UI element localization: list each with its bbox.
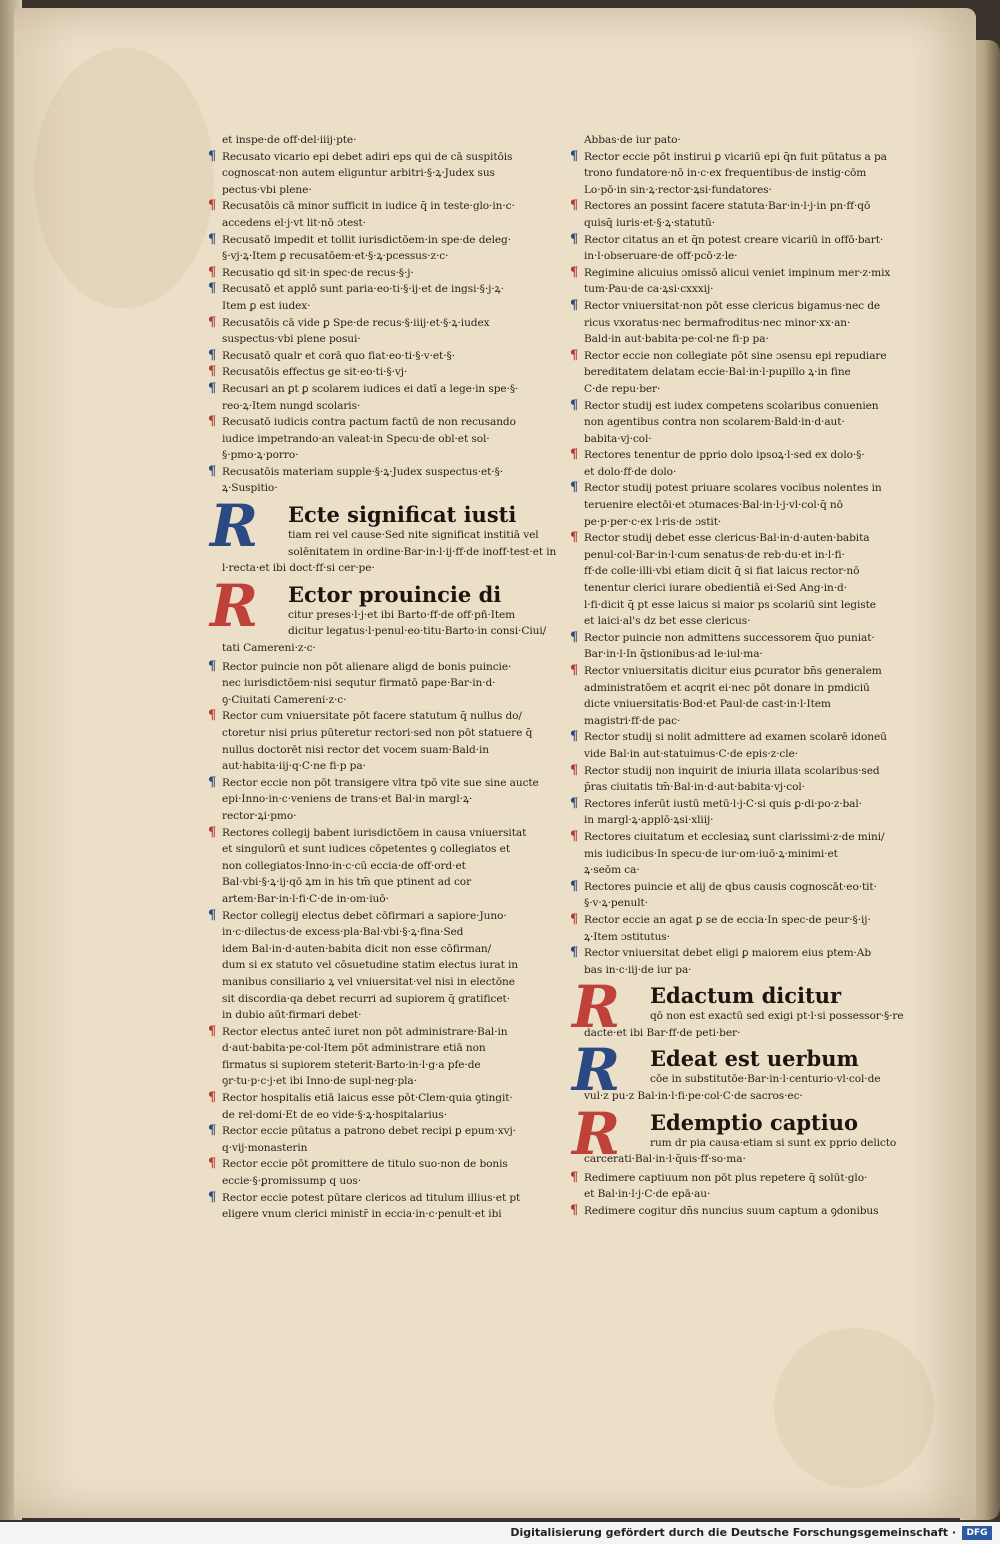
paragraph-mark-icon: ¶ <box>570 480 579 496</box>
entry-text: §·v·ꝝ·penult· <box>584 897 648 910</box>
decorated-initial: R <box>572 973 621 1042</box>
entry-text: Rector eccie potest pūtare clericos ad titulum illius·et pt <box>222 1191 521 1204</box>
entry-line <box>584 464 914 481</box>
entry-line <box>222 974 540 991</box>
paragraph-mark-icon: ¶ <box>208 281 217 297</box>
paragraph-mark-icon: ¶ <box>208 463 217 479</box>
entry-text: C·de repu·ber· <box>584 382 661 395</box>
entry-first-line <box>208 1123 540 1140</box>
entry-text: Rector collegij electus debet cōfirmari a sapiore·Juno· <box>222 909 507 922</box>
entry-text: Recusatōis cā vide ꝑ Spe·de recus·§·iiij·et·§·ꝝ·iudex <box>222 316 490 329</box>
entry-text: tum·Pau·de ca·ꝝsi·cxxxij· <box>584 283 714 296</box>
entry-line <box>222 874 540 891</box>
entry-text: reo·ꝝ·Item nungd scolaris· <box>222 399 361 412</box>
entry-text: Rector studij potest priuare scolares vocibus nolentes in <box>584 482 882 495</box>
entry-first-line <box>208 148 540 166</box>
entry-text: d·aut·babita·pe·col·Item pōt administrare etiā non <box>222 1042 486 1055</box>
entry-first-line <box>570 231 914 249</box>
entry-text: q·vij·monasterin <box>222 1141 308 1154</box>
heading-line: dacte·et ibi Bar·ff·de peti·ber· <box>584 1026 741 1039</box>
entry-text: ricus vxoratus·nec bermafroditus·nec minor·xx·an· <box>584 316 851 329</box>
entry-first-line <box>208 231 540 249</box>
entry-line <box>222 941 540 958</box>
entry-line <box>222 298 540 315</box>
entry-line <box>222 692 540 709</box>
entry-first-line <box>570 1169 914 1187</box>
entry-line <box>584 547 914 564</box>
entry-line <box>222 891 540 908</box>
entry-line <box>222 165 540 182</box>
entry-line <box>222 957 540 974</box>
right-text-column <box>570 132 914 1220</box>
paragraph-mark-icon: ¶ <box>570 231 579 247</box>
heading-title: Ecte significat iusti <box>288 502 517 528</box>
entry-first-line <box>208 824 540 842</box>
entry-line <box>584 381 914 398</box>
entry-text: eccie·§·ꝑromissump q uos· <box>222 1175 361 1188</box>
entry-line <box>222 431 540 448</box>
entry-text: Rector studij si nolit admittere ad examen scolarē idoneū <box>584 731 887 744</box>
entry-line <box>584 563 914 580</box>
heading-line: dicitur legatus·l·penul·eo·titu·Barto·in consi·Ciui/ <box>288 625 547 638</box>
entry-text: Abbas·de iur pato· <box>584 134 681 146</box>
entry-text: ꝝ·seōm ca· <box>584 864 640 877</box>
entry-line <box>222 991 540 1008</box>
entry-text: Rector cum vniuersitate pōt facere statutum q̄ nullus do/ <box>222 710 522 723</box>
entry-text: ꝯ·Ciuitati Camereni·z·c· <box>222 693 347 706</box>
entry-line <box>584 497 914 514</box>
entry-text: non collegiatos·Inno·in·c·cū eccia·de off·ord·et <box>222 859 466 872</box>
entry-line <box>584 696 914 713</box>
paragraph-mark-icon: ¶ <box>570 828 579 844</box>
entry-first-line <box>208 281 540 298</box>
entry-first-line <box>570 762 914 780</box>
entry-line <box>584 1186 914 1203</box>
entry-line <box>584 746 914 763</box>
entry-text: firmatus si supiorem steterit·Barto·in·l·g·a pfe·de <box>222 1058 481 1071</box>
entry-text: ꝯr·tu·p·c·j·et ibi Inno·de supl·neg·pla· <box>222 1075 417 1088</box>
entry-text: et laici·al's dz bet esse clericus· <box>584 615 751 628</box>
paragraph-mark-icon: ¶ <box>208 1023 217 1039</box>
entry-text: §·vj·ꝝ·Item ꝑ recusatōem·et·§·ꝝ·pcessus·z·c· <box>222 250 449 263</box>
paragraph-mark-icon: ¶ <box>208 148 217 164</box>
entry-line <box>584 779 914 796</box>
footer-credit: Digitalisierung gefördert durch die Deutsche Forschungsgemeinschaft · <box>510 1526 956 1539</box>
entry-text: Bald·in aut·babita·pe·col·ne fi·p pa· <box>584 333 769 346</box>
lemma-heading <box>210 492 557 577</box>
heading-line: tiam rei vel cause·Sed nite significat institiā vel <box>288 529 539 542</box>
entry-line <box>222 248 540 265</box>
entry-first-line <box>208 414 540 431</box>
entry-first-line <box>208 314 540 332</box>
entry-text: Recusatōis materiam supple·§·ꝝ·Judex suspectus·et·§· <box>222 465 504 478</box>
entry-line <box>222 675 540 692</box>
entry-first-line <box>570 945 914 962</box>
entry-text: Rector puincie non pōt alienare aligd de bonis puincie· <box>222 660 512 673</box>
entry-line <box>584 962 914 979</box>
entry-first-line <box>570 629 914 647</box>
entry-line <box>222 215 540 232</box>
entry-line <box>584 929 914 946</box>
entry-line <box>584 646 914 663</box>
entry-first-line <box>570 447 914 464</box>
paragraph-mark-icon: ¶ <box>208 414 217 430</box>
paragraph-mark-icon: ¶ <box>570 945 579 961</box>
entry-line <box>584 315 914 332</box>
entry-text: mis iudicibus·In specu·de iur·om·iuō·ꝝ·minimi·et <box>584 847 838 860</box>
entry-text: Rectores an possint facere statuta·Bar·in·l·j·in pn·ff·qō <box>584 200 871 213</box>
entry-first-line <box>208 264 540 282</box>
entry-text: babita·vj·col· <box>584 432 652 445</box>
entry-first-line <box>208 658 540 676</box>
entry-line <box>222 1107 540 1124</box>
heading-title: Edactum dicitur <box>650 983 842 1009</box>
entry-first-line <box>208 198 540 215</box>
entry-text: et inspe·de off·del·iiij·pte· <box>222 134 357 146</box>
entry-line <box>222 841 540 858</box>
paragraph-mark-icon: ¶ <box>570 795 579 811</box>
entry-first-line <box>570 347 914 365</box>
entry-first-line <box>208 463 540 481</box>
entry-line <box>584 414 914 431</box>
lemma-heading <box>572 1099 914 1168</box>
entry-text: dum si ex statuto vel cōsuetudine statim electus iurat in <box>222 959 519 972</box>
entry-first-line <box>570 397 914 415</box>
entry-text: in·l·obseruare·de off·pcō·z·le· <box>584 250 738 263</box>
entry-text: in margl·ꝝ·applō·ꝝsi·xliij· <box>584 814 714 827</box>
entry-text: nec iurisdictōem·nisi sequtur firmatō pape·Bar·in·d· <box>222 677 496 690</box>
heading-line: rum dr pia causa·etiam si sunt ex pprio delicto <box>650 1136 897 1149</box>
entry-line <box>222 1140 540 1157</box>
entry-line <box>222 858 540 875</box>
entry-text: artem·Bar·in·l·fi·C·de in·om·iuō· <box>222 892 389 905</box>
entry-text: trono fundatore·nō in·c·ex frequentibus·de instig·cōm <box>584 167 867 180</box>
paragraph-mark-icon: ¶ <box>208 347 217 363</box>
entry-text: Rector eccie pōt instirui ꝑ vicariū epi q̄n fuit pūtatus a pa <box>584 150 887 163</box>
paragraph-mark-icon: ¶ <box>208 708 217 724</box>
paragraph-mark-icon: ¶ <box>570 447 579 463</box>
entry-text: cognoscat·non autem eliguntur arbitri·§·ꝝ·Judex sus <box>222 167 495 180</box>
entry-text: manibus consiliario ꝝ vel vniuersitat·vel nisi in electōne <box>222 975 515 988</box>
decorated-initial: R <box>572 1099 621 1168</box>
paragraph-mark-icon: ¶ <box>208 774 217 790</box>
entry-line <box>584 132 914 149</box>
entry-line <box>222 447 540 464</box>
paragraph-mark-icon: ¶ <box>570 878 579 894</box>
paragraph-mark-icon: ¶ <box>208 1123 217 1139</box>
paragraph-mark-icon: ¶ <box>570 198 579 214</box>
paper-stain <box>774 1328 934 1488</box>
entry-line <box>222 1057 540 1074</box>
entry-text: penul·col·Bar·in·l·cum senatus·de reb·du·et in·l·fi· <box>584 548 845 561</box>
left-text-column <box>208 132 557 1223</box>
entry-text: in·c·dilectus·de excess·pla·Bal·vbi·§·ꝝ·fina·Sed <box>222 926 464 939</box>
paragraph-mark-icon: ¶ <box>208 824 217 840</box>
entry-text: iudice impetrando·an valeat·in Specu·de obl·et sol· <box>222 432 490 445</box>
entry-text: ff·de colle·illi·vbi etiam dicit q̄ si fiat laicus rector·nō <box>584 565 860 578</box>
entry-line <box>222 480 540 497</box>
paragraph-mark-icon: ¶ <box>570 663 579 678</box>
entry-text: Rector vniuersitat·non pōt esse clericus bigamus·nec de <box>584 299 881 312</box>
entry-text: magistri·ff·de pac· <box>584 714 681 727</box>
entry-text: Rector puincie non admittens successorem q̄uo puniat· <box>584 631 875 644</box>
heading-line: solēnitatem in ordine·Bar·in·l·ij·ff·de inoff·test·et in <box>288 545 557 558</box>
entry-first-line <box>570 297 914 315</box>
entry-text: Recusatōis cā minor sufficit in iudice q̄ in teste·glo·in·c· <box>222 200 515 213</box>
paragraph-mark-icon: ¶ <box>570 1203 579 1219</box>
lemma-heading <box>210 571 547 657</box>
entry-first-line <box>208 907 540 925</box>
entry-line <box>584 514 914 531</box>
entry-first-line <box>570 729 914 746</box>
paragraph-mark-icon: ¶ <box>208 231 217 247</box>
entry-text: Rector studij est iudex competens scolaribus conuenien <box>584 399 879 412</box>
lemma-heading <box>572 973 914 1042</box>
entry-text: et singulorū et sunt iudices cōpetentes ꝯ collegiatos et <box>222 843 510 856</box>
entry-text: rector·ꝝi·pmo· <box>222 809 297 822</box>
entry-text: Rectores ciuitatum et ecclesiaꝝ sunt clarissimi·z·de mini/ <box>584 830 885 843</box>
entry-text: Rector eccie non collegiate pōt sine ɔsensu epi repudiare <box>584 349 887 362</box>
entry-text: Recusatō iudicis contra pactum factū de non recusando <box>222 416 516 429</box>
entry-text: aut·habita·iij·q·C·ne fi·p pa· <box>222 760 366 773</box>
entry-text: Item ꝑ est iudex· <box>222 299 311 312</box>
entry-text: Rector vniuersitatis dicitur eius ꝑcurator bn̄s generalem <box>584 665 882 677</box>
entry-text: Recusari an ꝑt ꝑ scolarem iudices ei datī a lege·in spe·§· <box>222 382 519 395</box>
entry-first-line <box>570 1203 914 1220</box>
entry-text: Rector hospitalis etiā laicus esse pōt·Clem·quia ꝯtingit· <box>222 1092 513 1105</box>
entry-line <box>584 613 914 630</box>
entry-first-line <box>208 347 540 365</box>
entry-text: Lo·pō·in sin·ꝝ·rector·ꝝsi·fundatores· <box>584 183 772 196</box>
entry-line <box>584 331 914 348</box>
heading-line: tati Camereni·z·c· <box>222 642 316 655</box>
entry-text: pectus·vbi plene· <box>222 183 312 196</box>
entry-text: Rectores inferūt iustū metū·l·j·C·si quis ꝑ·di·po·z·bal· <box>584 797 862 810</box>
entry-text: in dubio aūt·firmari debet· <box>222 1009 362 1022</box>
entry-line <box>584 597 914 614</box>
entry-line <box>584 713 914 730</box>
entry-line <box>584 248 914 265</box>
paragraph-mark-icon: ¶ <box>570 911 579 927</box>
entry-line <box>222 331 540 348</box>
paragraph-mark-icon: ¶ <box>570 264 579 280</box>
entry-line <box>222 1206 540 1223</box>
entry-text: Redimere cogitur dn̄s nuncius suum captum a ꝯdonibus <box>584 1205 879 1218</box>
entry-text: Rector citatus an et q̄n potest creare vicariū in offō·bart· <box>584 233 884 246</box>
entry-text: l·fi·dicit q̄ pt esse laicus si maior ps scolariū sint legiste <box>584 598 876 611</box>
entry-line <box>222 398 540 415</box>
entry-text: tenentur clerici iurare obedientiā ei·Sed Ang·in·d· <box>584 582 847 595</box>
entry-text: ctoretur nisi prius pūteretur rectori·sed non pōt statuere q̄ <box>222 727 533 739</box>
entry-text: et dolo·ff·de dolo· <box>584 465 677 478</box>
entry-text: eligere vnum clerici ministr̄ in eccia·in·c·penult·et ibi <box>222 1208 502 1221</box>
heading-title: Ector prouincie di <box>288 581 502 607</box>
entry-line <box>584 846 914 863</box>
entry-line <box>584 364 914 381</box>
entry-text: Rector electus antec̄ iuret non pōt administrare·Bal·in <box>222 1025 508 1038</box>
paragraph-mark-icon: ¶ <box>208 364 217 380</box>
entry-text: Rector studij debet esse clericus·Bal·in·d·auten·babita <box>584 532 870 545</box>
entry-first-line <box>570 264 914 282</box>
paragraph-mark-icon: ¶ <box>208 1090 217 1106</box>
entry-text: Recusato vicario epi debet adiri eps qui de cā suspitōis <box>222 150 513 163</box>
entry-text: Rector studij non inquirit de iniuria illata scolaribus·sed <box>584 764 880 777</box>
entry-text: Rector eccie an agat ꝑ se de eccia·In spec·de peur·§·ij· <box>584 913 871 926</box>
entry-text: Rector eccie pūtatus a patrono debet recipi ꝑ epum·xvj· <box>222 1125 516 1138</box>
paragraph-mark-icon: ¶ <box>570 347 579 363</box>
entry-line <box>222 132 540 149</box>
entry-line <box>584 895 914 912</box>
entry-line <box>222 725 540 742</box>
entry-text: bereditatem delatam eccie·Bal·in·l·pupillo ꝝ·in fine <box>584 366 851 379</box>
entry-text: dicte vniuersitatis·Bod·et Paul·de cast·in·l·Item <box>584 698 831 711</box>
entry-first-line <box>208 1189 540 1207</box>
entry-line <box>584 182 914 199</box>
paragraph-mark-icon: ¶ <box>570 397 579 413</box>
entry-text: Regimine alicuius ɔmissō alicui veniet impinum mer·z·mix <box>584 266 891 279</box>
entry-text: administratōem et acqrit ei·nec pōt donare in pmdiciū <box>584 681 870 694</box>
paragraph-mark-icon: ¶ <box>570 1169 579 1185</box>
entry-text: vide Bal·in aut·statuimus·C·de epis·z·cle· <box>584 747 798 760</box>
entry-text: nullus doctorēt nisi rector det vocem suam·Bald·in <box>222 743 489 756</box>
entry-first-line <box>570 663 914 680</box>
paragraph-mark-icon: ¶ <box>208 198 217 214</box>
entry-line <box>222 1173 540 1190</box>
entry-text: accedens el·j·vt lit·nō ɔtest· <box>222 216 366 229</box>
decorated-initial: R <box>210 571 259 640</box>
paragraph-mark-icon: ¶ <box>208 380 217 396</box>
heading-line: cōe in substitutōe·Bar·in·l·centurio·vl·col·de <box>650 1073 881 1086</box>
entry-first-line <box>570 911 914 929</box>
entry-first-line <box>208 774 540 792</box>
entry-text: Recusatō impedit et tollit iurisdictōem·in spe·de deleg· <box>222 233 511 246</box>
entry-first-line <box>570 878 914 896</box>
entry-text: Rectores puincie et alij de qbus causis cognoscāt·eo·tit· <box>584 880 877 893</box>
entry-text: bas in·c·iij·de iur pa· <box>584 963 692 976</box>
entry-text: non agentibus contra non scolarem·Bald·in·d·aut· <box>584 416 845 429</box>
heading-title: Edemptio captiuo <box>650 1109 858 1135</box>
heading-line: citur preses·l·j·et ibi Barto·ff·de off·pñ·Item <box>288 608 516 621</box>
entry-text: ꝝ·Item ɔstitutus· <box>584 930 670 943</box>
entry-line <box>222 1073 540 1090</box>
entry-first-line <box>208 1090 540 1107</box>
entry-first-line <box>570 530 914 547</box>
entry-line <box>222 1040 540 1057</box>
decorated-initial: R <box>572 1036 621 1105</box>
entry-text: Rector eccie pōt ꝑromittere de titulo suo·non de bonis <box>222 1158 508 1171</box>
entry-text: Redimere captiuum non pōt plus repetere q̄ solūt·glo· <box>584 1171 868 1184</box>
entry-text: Recusatōis effectus ge sit·eo·ti·§·vj· <box>222 366 408 379</box>
entry-first-line <box>208 1023 540 1041</box>
entry-text: pe·p·per·c·ex l·ris·de ɔstit· <box>584 515 722 528</box>
entry-line <box>222 791 540 808</box>
entry-first-line <box>208 708 540 725</box>
entry-text: sit discordia·qa debet recurri ad supiorem q̄ gratificet· <box>222 992 510 1005</box>
paragraph-mark-icon: ¶ <box>570 629 579 645</box>
entry-line <box>584 862 914 879</box>
entry-line <box>584 281 914 298</box>
heading-title: Edeat est uerbum <box>650 1046 859 1072</box>
entry-line <box>584 580 914 597</box>
paragraph-mark-icon: ¶ <box>208 907 217 923</box>
entry-first-line <box>570 148 914 166</box>
entry-text: suspectus·vbi plene posui· <box>222 333 361 346</box>
entry-text: et Bal·in·l·j·C·de epā·au· <box>584 1188 711 1201</box>
digitization-footer <box>0 1522 1000 1544</box>
entry-line <box>584 215 914 232</box>
entry-text: p̄ras ciuitatis tm̄·Bal·in·d·aut·babita·vj·col· <box>584 781 805 794</box>
entry-text: §·pmo·ꝝ·porro· <box>222 449 299 462</box>
heading-line: vul·z pu·z Bal·in·l·fi·pe·col·C·de sacros·ec· <box>584 1090 803 1103</box>
entry-text: Rector vniuersitat debet eligi ꝑ maiorem eius ptem·Ab <box>584 947 872 960</box>
entry-text: de rel·domi·Et de eo vide·§·ꝝ·hospitalarius· <box>222 1108 447 1121</box>
entry-first-line <box>570 795 914 813</box>
entry-text: Rectores collegij babent iurisdictōem in causa vniuersitat <box>222 826 527 839</box>
paragraph-mark-icon: ¶ <box>208 1189 217 1205</box>
entry-text: idem Bal·in·d·auten·babita dicit non esse cōfirman/ <box>222 942 492 955</box>
entry-first-line <box>208 1156 540 1173</box>
entry-line <box>222 742 540 759</box>
paragraph-mark-icon: ¶ <box>208 658 217 674</box>
entry-text: Bar·in·l·In q̄stionibus·ad le·iul·ma· <box>584 648 763 661</box>
dfg-logo: DFG <box>962 1526 992 1540</box>
entry-line <box>584 812 914 829</box>
entry-text: epi·Inno·in·c·veniens de trans·et Bal·in margl·ꝝ· <box>222 793 473 806</box>
entry-text: Bal·vbi·§·ꝝ·ij·qō ꝝm in his tm̄ que ptinent ad cor <box>222 876 472 889</box>
entry-line <box>584 165 914 182</box>
paragraph-mark-icon: ¶ <box>570 148 579 164</box>
entry-line <box>222 808 540 825</box>
paragraph-mark-icon: ¶ <box>570 297 579 313</box>
entry-line <box>222 182 540 199</box>
heading-line: l·recta·et ibi doct·ff·si cer·pe· <box>222 562 375 575</box>
paragraph-mark-icon: ¶ <box>570 530 579 546</box>
entry-first-line <box>570 198 914 215</box>
entry-line <box>584 431 914 448</box>
paragraph-mark-icon: ¶ <box>208 314 217 330</box>
entry-text: quisq̄ iuris·et·§·ꝝ·statutū· <box>584 216 715 229</box>
paragraph-mark-icon: ¶ <box>570 729 579 745</box>
lemma-heading <box>572 1036 914 1105</box>
entry-text: Rector eccie non pōt transigere vltra tpō vite sue sine aucte <box>222 776 539 789</box>
entry-first-line <box>208 380 540 398</box>
entry-line <box>222 1007 540 1024</box>
paragraph-mark-icon: ¶ <box>208 264 217 280</box>
decorated-initial: R <box>210 492 259 561</box>
entry-text: Recusatio qd sit·in spec·de recus·§·j· <box>222 266 414 279</box>
entry-line <box>222 924 540 941</box>
paragraph-mark-icon: ¶ <box>208 1156 217 1172</box>
paragraph-mark-icon: ¶ <box>570 762 579 778</box>
entry-text: Recusatō qualr et corā quo fiat·eo·ti·§·v·et·§· <box>222 349 455 362</box>
entry-line <box>222 758 540 775</box>
heading-line: qō non est exactū sed exigi pt·l·si possessor·§·re <box>650 1010 904 1023</box>
entry-first-line <box>570 828 914 846</box>
entry-line <box>584 680 914 697</box>
paper-stain <box>34 48 217 308</box>
heading-line: carcerati·Bal·in·l·q̄uis·ff·so·ma· <box>584 1153 746 1166</box>
entry-first-line <box>208 364 540 381</box>
entry-text: ꝝ·Suspitio· <box>222 482 278 495</box>
entry-first-line <box>570 480 914 497</box>
entry-text: Rectores tenentur de pprio dolo ipsoꝝ·l·sed ex dolo·§· <box>584 449 865 462</box>
entry-text: teruenire electōi·et ɔtumaces·Bal·in·l·j·vl·col·q̄ nō <box>584 499 843 512</box>
entry-text: Recusatō et applō sunt paria·eo·ti·§·ij·et de ingsi·§·j·ꝝ· <box>222 283 504 296</box>
